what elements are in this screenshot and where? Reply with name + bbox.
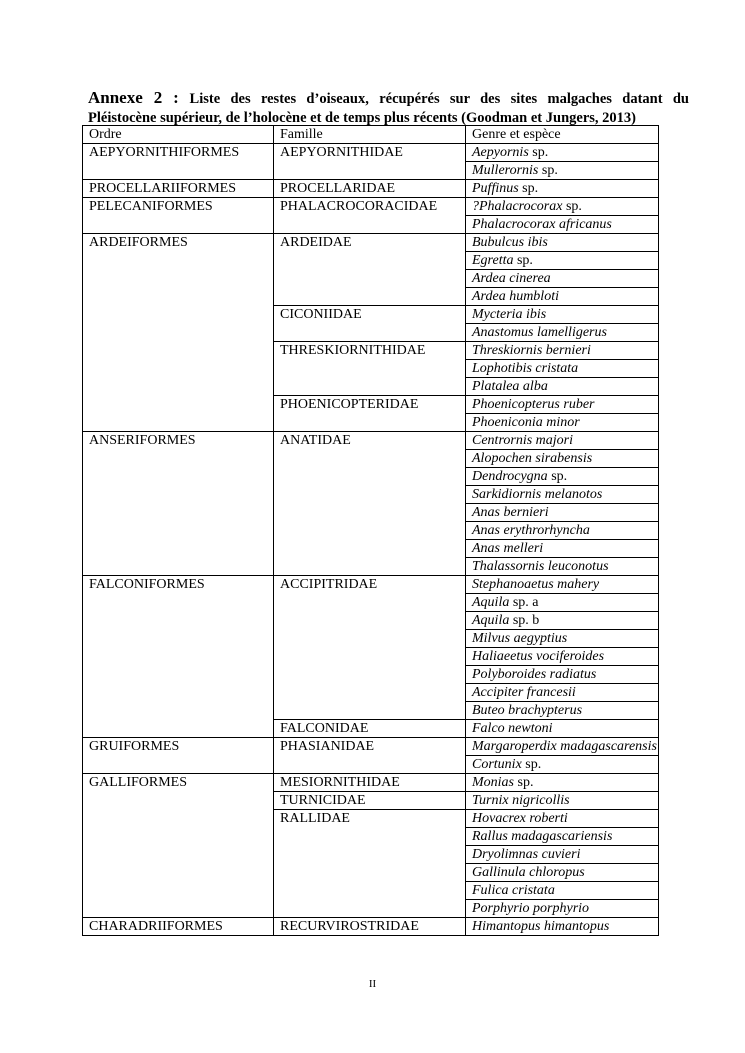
- cell-famille: RECURVIROSTRIDAE: [274, 918, 466, 936]
- table-row: [83, 432, 659, 450]
- species-name: Anas bernieri: [472, 505, 549, 520]
- cell-genre-espece: [466, 666, 659, 684]
- species-name: Rallus madagascariensis: [472, 829, 613, 844]
- cell-famille: FALCONIDAE: [274, 720, 466, 738]
- cell-genre-espece: [466, 450, 659, 468]
- species-qualifier: sp.: [521, 757, 542, 772]
- cell-genre-espece: [466, 540, 659, 558]
- cell-genre-espece: [466, 792, 659, 810]
- species-qualifier: sp.: [518, 181, 539, 196]
- species-qualifier: sp.: [528, 145, 549, 160]
- species-name: Centrornis majori: [472, 433, 573, 448]
- annex-description-line2: Pléistocène supérieur, de l’holocène et de temps plus récents (Goodman et Jungers, 2013): [88, 110, 636, 126]
- cell-genre-espece: [466, 864, 659, 882]
- cell-famille: ANATIDAE: [274, 432, 466, 576]
- cell-genre-espece: [466, 846, 659, 864]
- cell-genre-espece: [466, 594, 659, 612]
- cell-ordre: GRUIFORMES: [83, 738, 274, 774]
- cell-genre-espece: [466, 900, 659, 918]
- cell-genre-espece: [466, 648, 659, 666]
- species-name: Threskiornis bernieri: [472, 343, 591, 358]
- species-name: Anastomus lamelligerus: [472, 325, 607, 340]
- cell-ordre: FALCONIFORMES: [83, 576, 274, 738]
- bird-remains-table: [82, 125, 659, 936]
- table-row: [83, 198, 659, 216]
- species-qualifier: sp. b: [509, 613, 540, 628]
- table-row: [83, 918, 659, 936]
- species-name: Turnix nigricollis: [472, 793, 570, 808]
- species-qualifier: sp.: [514, 775, 534, 790]
- species-name: Ardea humbloti: [472, 289, 559, 304]
- cell-genre-espece: [466, 738, 659, 756]
- cell-genre-espece: [466, 162, 659, 180]
- species-name: Phalacrocorax africanus: [472, 217, 612, 232]
- species-name: Alopochen sirabensis: [472, 451, 593, 466]
- cell-genre-espece: [466, 198, 659, 216]
- cell-genre-espece: [466, 558, 659, 576]
- cell-genre-espece: [466, 432, 659, 450]
- species-name: Bubulcus ibis: [472, 235, 548, 250]
- species-name: Aepyornis: [472, 145, 529, 160]
- species-qualifier: sp. a: [509, 595, 539, 610]
- cell-famille: RALLIDAE: [274, 810, 466, 918]
- species-name: Ardea cinerea: [472, 271, 551, 286]
- species-name: Margaroperdix madagascarensis: [472, 739, 657, 754]
- table-row: [83, 576, 659, 594]
- header-genre-espece: Genre et espèce: [466, 126, 659, 144]
- species-name: Gallinula chloropus: [472, 865, 585, 880]
- species-name: Thalassornis leuconotus: [472, 559, 609, 574]
- cell-genre-espece: [466, 306, 659, 324]
- species-name: Cortunix: [472, 757, 522, 772]
- species-name: Anas melleri: [472, 541, 544, 556]
- cell-genre-espece: [466, 378, 659, 396]
- species-name: Aquila: [472, 595, 510, 610]
- species-name: Puffinus: [472, 181, 519, 196]
- cell-famille: PHASIANIDAE: [274, 738, 466, 774]
- cell-genre-espece: [466, 882, 659, 900]
- cell-genre-espece: [466, 342, 659, 360]
- cell-ordre: CHARADRIIFORMES: [83, 918, 274, 936]
- cell-genre-espece: [466, 774, 659, 792]
- species-name: Himantopus himantopus: [472, 919, 610, 934]
- cell-ordre: PELECANIFORMES: [83, 198, 274, 234]
- cell-famille: CICONIIDAE: [274, 306, 466, 342]
- page-number: II: [368, 978, 377, 990]
- species-name: Dendrocygna: [472, 469, 548, 484]
- cell-ordre: GALLIFORMES: [83, 774, 274, 918]
- cell-genre-espece: [466, 702, 659, 720]
- cell-genre-espece: [466, 180, 659, 198]
- species-name: Lophotibis cristata: [472, 361, 579, 376]
- species-qualifier: sp.: [547, 469, 568, 484]
- species-name: Mycteria ibis: [472, 307, 547, 322]
- cell-genre-espece: [466, 252, 659, 270]
- cell-genre-espece: [466, 288, 659, 306]
- table-row: [83, 144, 659, 162]
- table-row: [83, 234, 659, 252]
- species-name: Phoeniconia minor: [472, 415, 580, 430]
- species-name: Aquila: [472, 613, 510, 628]
- cell-genre-espece: [466, 810, 659, 828]
- table-row: [83, 180, 659, 198]
- species-name: Fulica cristata: [472, 883, 555, 898]
- species-name: Milvus aegyptius: [472, 631, 568, 646]
- cell-genre-espece: [466, 234, 659, 252]
- species-name: Hovacrex roberti: [472, 811, 568, 826]
- cell-genre-espece: [466, 918, 659, 936]
- cell-famille: TURNICIDAE: [274, 792, 466, 810]
- cell-genre-espece: [466, 360, 659, 378]
- table-body: [83, 126, 659, 936]
- cell-genre-espece: [466, 756, 659, 774]
- table-row: [83, 738, 659, 756]
- species-name: Accipiter francesii: [472, 685, 576, 700]
- species-name: Falco newtoni: [472, 721, 553, 736]
- cell-genre-espece: [466, 414, 659, 432]
- cell-ordre: ARDEIFORMES: [83, 234, 274, 432]
- cell-ordre: ANSERIFORMES: [83, 432, 274, 576]
- cell-genre-espece: [466, 396, 659, 414]
- species-name: Polyboroides radiatus: [472, 667, 597, 682]
- species-name: Porphyrio porphyrio: [472, 901, 590, 916]
- cell-genre-espece: [466, 720, 659, 738]
- species-name: Egretta: [472, 253, 514, 268]
- table-header-row: [83, 126, 659, 144]
- cell-famille: THRESKIORNITHIDAE: [274, 342, 466, 396]
- cell-genre-espece: [466, 828, 659, 846]
- species-name: Mullerornis: [472, 163, 539, 178]
- cell-genre-espece: [466, 612, 659, 630]
- species-name: Stephanoaetus mahery: [472, 577, 600, 592]
- cell-genre-espece: [466, 504, 659, 522]
- cell-genre-espece: [466, 216, 659, 234]
- annex-title: [88, 88, 689, 109]
- cell-ordre: AEPYORNITHIFORMES: [83, 144, 274, 180]
- species-qualifier: sp.: [513, 253, 533, 268]
- species-name: Monias: [472, 775, 514, 790]
- cell-famille: PHOENICOPTERIDAE: [274, 396, 466, 432]
- species-qualifier: sp.: [538, 163, 558, 178]
- cell-genre-espece: [466, 486, 659, 504]
- cell-famille: PHALACROCORACIDAE: [274, 198, 466, 234]
- species-name: Buteo brachypterus: [472, 703, 583, 718]
- cell-famille: PROCELLARIDAE: [274, 180, 466, 198]
- header-ordre: Ordre: [83, 126, 274, 144]
- cell-famille: ACCIPITRIDAE: [274, 576, 466, 720]
- species-name: Platalea alba: [472, 379, 548, 394]
- cell-genre-espece: [466, 144, 659, 162]
- cell-ordre: PROCELLARIIFORMES: [83, 180, 274, 198]
- species-name: Sarkidiornis melanotos: [472, 487, 603, 502]
- species-name: Phoenicopterus ruber: [472, 397, 595, 412]
- annex-description-line1: Liste des restes d’oiseaux, récupérés sur des sites malgaches datant du: [189, 91, 689, 107]
- cell-genre-espece: [466, 522, 659, 540]
- cell-genre-espece: [466, 468, 659, 486]
- cell-genre-espece: [466, 630, 659, 648]
- cell-genre-espece: [466, 324, 659, 342]
- table-row: [83, 774, 659, 792]
- species-name: Dryolimnas cuvieri: [472, 847, 581, 862]
- cell-famille: ARDEIDAE: [274, 234, 466, 306]
- cell-genre-espece: [466, 576, 659, 594]
- species-name: Anas erythrorhyncha: [472, 523, 590, 538]
- header-famille: Famille: [274, 126, 466, 144]
- cell-famille: AEPYORNITHIDAE: [274, 144, 466, 180]
- cell-genre-espece: [466, 270, 659, 288]
- species-qualifier: sp.: [562, 199, 582, 214]
- species-name: Haliaeetus vociferoides: [472, 649, 605, 664]
- annex-label: Annexe 2 :: [88, 88, 179, 107]
- cell-famille: MESIORNITHIDAE: [274, 774, 466, 792]
- cell-genre-espece: [466, 684, 659, 702]
- species-name: ?Phalacrocorax: [472, 199, 563, 214]
